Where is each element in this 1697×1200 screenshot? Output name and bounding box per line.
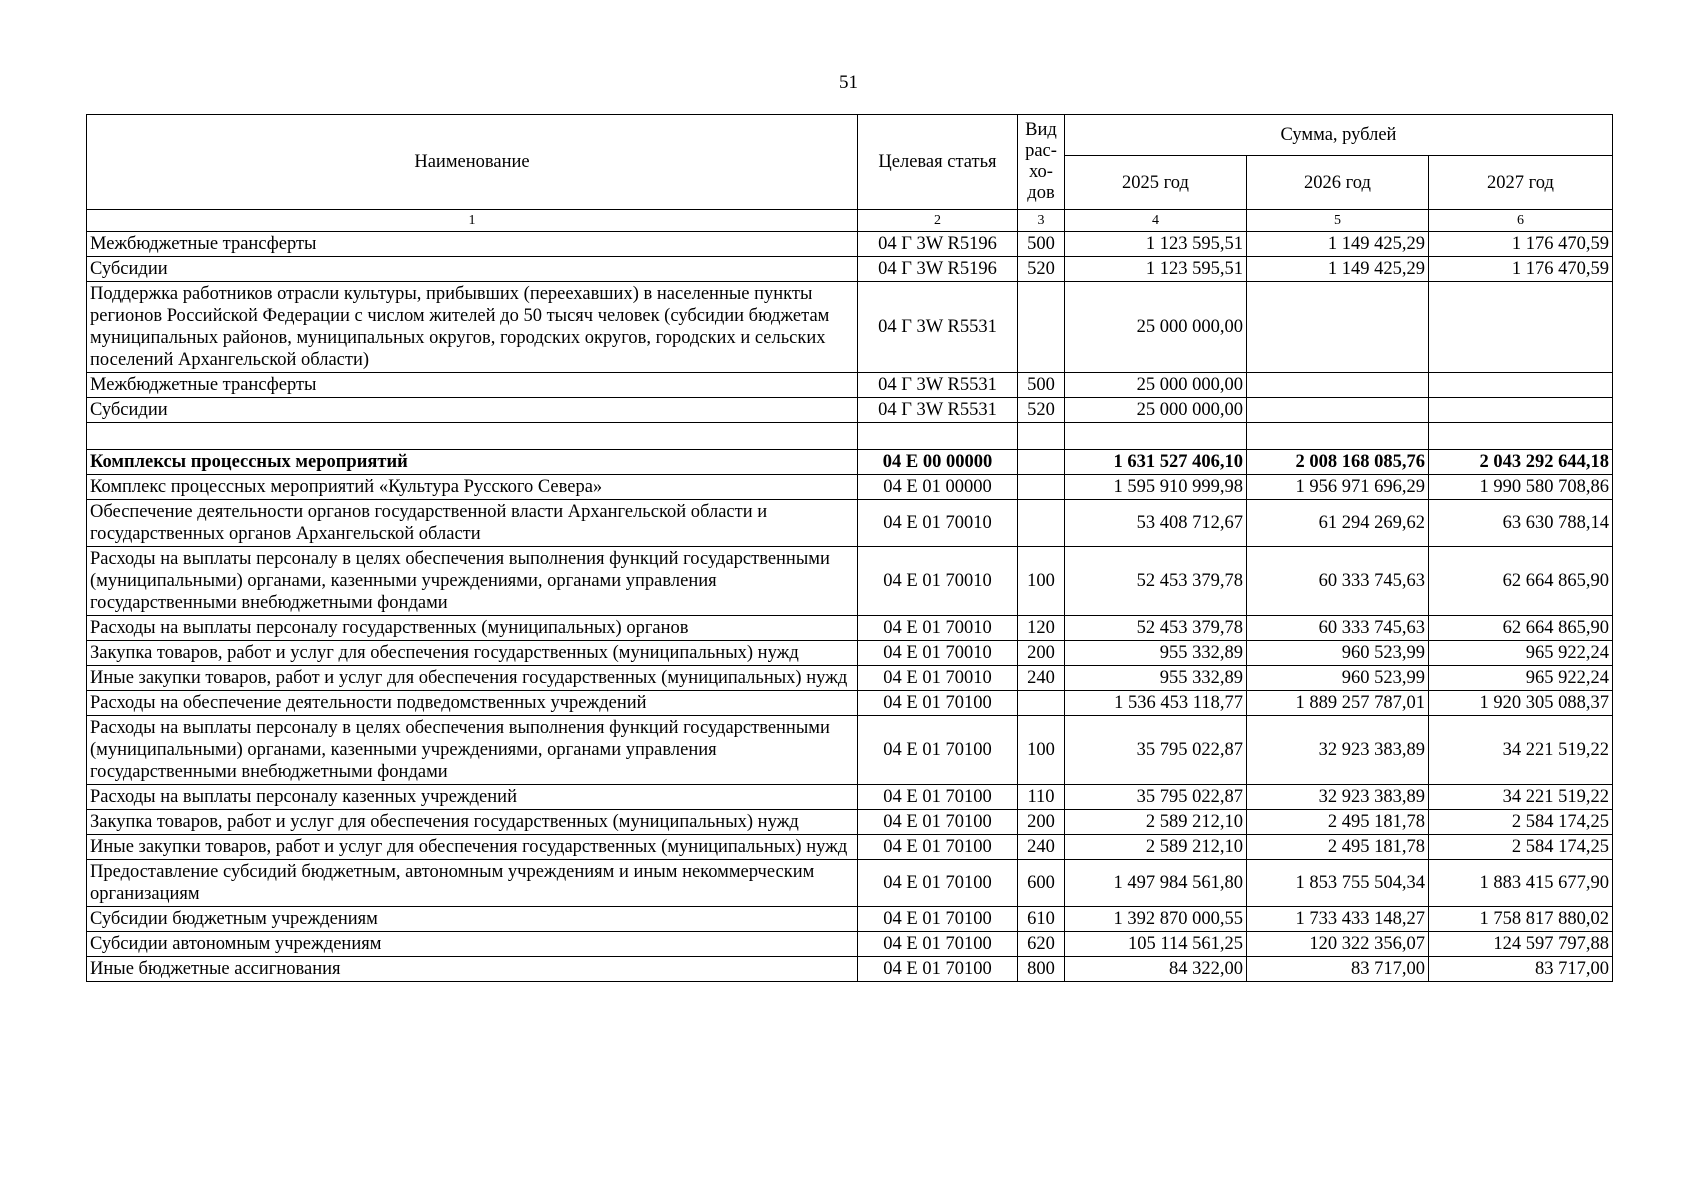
row-amount-2025: 105 114 561,25 xyxy=(1065,932,1247,957)
row-target-article: 04 Г 3W R5531 xyxy=(858,398,1018,423)
table-row xyxy=(87,641,1613,666)
row-expense-type: 620 xyxy=(1018,932,1065,957)
row-name: Иные закупки товаров, работ и услуг для обеспечения государственных (муниципальных) нужд xyxy=(87,835,858,860)
row-amount-2027: 2 043 292 644,18 xyxy=(1429,450,1613,475)
row-amount-2026: 1 149 425,29 xyxy=(1247,257,1429,282)
row-target-article: 04 Е 01 70010 xyxy=(858,547,1018,616)
table-row xyxy=(87,257,1613,282)
row-amount-2026: 1 956 971 696,29 xyxy=(1247,475,1429,500)
row-amount-2027 xyxy=(1429,373,1613,398)
table-row xyxy=(87,500,1613,547)
row-target-article: 04 Е 01 70100 xyxy=(858,957,1018,982)
row-name xyxy=(87,423,858,450)
table-row xyxy=(87,932,1613,957)
row-name: Расходы на выплаты персоналу в целях обеспечения выполнения функций государственными (муниципальными) органами, казенными учреждениями, органами управления государственными внебюджетными фондами xyxy=(87,547,858,616)
row-expense-type: 500 xyxy=(1018,373,1065,398)
table-row xyxy=(87,398,1613,423)
row-expense-type xyxy=(1018,475,1065,500)
table-row xyxy=(87,232,1613,257)
row-amount-2026: 60 333 745,63 xyxy=(1247,616,1429,641)
row-name: Иные бюджетные ассигнования xyxy=(87,957,858,982)
row-amount-2025: 52 453 379,78 xyxy=(1065,547,1247,616)
row-expense-type xyxy=(1018,423,1065,450)
row-name: Комплексы процессных мероприятий xyxy=(87,450,858,475)
row-name: Комплекс процессных мероприятий «Культура Русского Севера» xyxy=(87,475,858,500)
row-amount-2027: 965 922,24 xyxy=(1429,666,1613,691)
table-row xyxy=(87,835,1613,860)
row-amount-2027: 34 221 519,22 xyxy=(1429,785,1613,810)
row-expense-type xyxy=(1018,691,1065,716)
row-amount-2026: 2 495 181,78 xyxy=(1247,835,1429,860)
row-target-article: 04 Е 01 70100 xyxy=(858,932,1018,957)
table-row xyxy=(87,907,1613,932)
row-amount-2025: 52 453 379,78 xyxy=(1065,616,1247,641)
row-amount-2026: 960 523,99 xyxy=(1247,641,1429,666)
row-amount-2026: 960 523,99 xyxy=(1247,666,1429,691)
row-amount-2026: 32 923 383,89 xyxy=(1247,716,1429,785)
row-amount-2026: 60 333 745,63 xyxy=(1247,547,1429,616)
row-expense-type: 520 xyxy=(1018,257,1065,282)
row-amount-2025: 1 123 595,51 xyxy=(1065,257,1247,282)
row-amount-2027: 1 990 580 708,86 xyxy=(1429,475,1613,500)
table-row xyxy=(87,860,1613,907)
row-name: Субсидии бюджетным учреждениям xyxy=(87,907,858,932)
row-amount-2025 xyxy=(1065,423,1247,450)
row-amount-2025: 2 589 212,10 xyxy=(1065,835,1247,860)
row-amount-2026: 2 495 181,78 xyxy=(1247,810,1429,835)
row-name: Закупка товаров, работ и услуг для обеспечения государственных (муниципальных) нужд xyxy=(87,810,858,835)
table-row xyxy=(87,691,1613,716)
column-number: 1 xyxy=(87,210,858,232)
row-name: Межбюджетные трансферты xyxy=(87,232,858,257)
row-expense-type: 240 xyxy=(1018,835,1065,860)
header-expense-type: Вид рас-хо-дов xyxy=(1018,115,1065,210)
row-expense-type xyxy=(1018,500,1065,547)
row-expense-type: 200 xyxy=(1018,810,1065,835)
table-body xyxy=(87,232,1613,982)
row-expense-type xyxy=(1018,282,1065,373)
row-amount-2026: 1 853 755 504,34 xyxy=(1247,860,1429,907)
table-row xyxy=(87,716,1613,785)
row-target-article: 04 Е 01 70100 xyxy=(858,716,1018,785)
row-amount-2025: 25 000 000,00 xyxy=(1065,282,1247,373)
row-name: Расходы на обеспечение деятельности подведомственных учреждений xyxy=(87,691,858,716)
row-expense-type: 500 xyxy=(1018,232,1065,257)
row-expense-type: 800 xyxy=(1018,957,1065,982)
row-amount-2025: 25 000 000,00 xyxy=(1065,373,1247,398)
row-name: Предоставление субсидий бюджетным, автономным учреждениям и иным некоммерческим организациям xyxy=(87,860,858,907)
row-amount-2026: 120 322 356,07 xyxy=(1247,932,1429,957)
row-expense-type: 100 xyxy=(1018,547,1065,616)
row-amount-2027: 965 922,24 xyxy=(1429,641,1613,666)
row-amount-2027: 1 758 817 880,02 xyxy=(1429,907,1613,932)
row-target-article: 04 Г 3W R5531 xyxy=(858,373,1018,398)
row-amount-2027 xyxy=(1429,423,1613,450)
row-name: Субсидии автономным учреждениям xyxy=(87,932,858,957)
row-amount-2026: 61 294 269,62 xyxy=(1247,500,1429,547)
row-amount-2027: 62 664 865,90 xyxy=(1429,616,1613,641)
row-target-article: 04 Е 01 70100 xyxy=(858,907,1018,932)
column-number-row xyxy=(87,210,1613,232)
row-amount-2027: 1 176 470,59 xyxy=(1429,257,1613,282)
column-number: 6 xyxy=(1429,210,1613,232)
table-row xyxy=(87,373,1613,398)
budget-table xyxy=(86,114,1613,982)
row-amount-2027: 2 584 174,25 xyxy=(1429,835,1613,860)
table-row xyxy=(87,450,1613,475)
table-row xyxy=(87,282,1613,373)
row-target-article: 04 Г 3W R5196 xyxy=(858,257,1018,282)
row-amount-2025: 35 795 022,87 xyxy=(1065,716,1247,785)
row-amount-2025: 1 631 527 406,10 xyxy=(1065,450,1247,475)
row-amount-2026: 32 923 383,89 xyxy=(1247,785,1429,810)
row-target-article: 04 Г 3W R5196 xyxy=(858,232,1018,257)
row-amount-2027: 63 630 788,14 xyxy=(1429,500,1613,547)
row-amount-2026 xyxy=(1247,373,1429,398)
row-amount-2027: 1 920 305 088,37 xyxy=(1429,691,1613,716)
row-expense-type xyxy=(1018,450,1065,475)
row-amount-2027: 62 664 865,90 xyxy=(1429,547,1613,616)
row-amount-2026: 83 717,00 xyxy=(1247,957,1429,982)
table-row xyxy=(87,423,1613,450)
row-amount-2025: 955 332,89 xyxy=(1065,666,1247,691)
table-row xyxy=(87,785,1613,810)
header-sum-group: Сумма, рублей xyxy=(1065,115,1613,156)
row-amount-2027 xyxy=(1429,282,1613,373)
row-target-article: 04 Е 01 70010 xyxy=(858,616,1018,641)
column-number: 3 xyxy=(1018,210,1065,232)
table-row xyxy=(87,547,1613,616)
header-year-2025: 2025 год xyxy=(1065,156,1247,210)
row-name: Расходы на выплаты персоналу государственных (муниципальных) органов xyxy=(87,616,858,641)
row-target-article: 04 Е 01 70100 xyxy=(858,691,1018,716)
header-name: Наименование xyxy=(87,115,858,210)
row-amount-2026 xyxy=(1247,282,1429,373)
row-target-article: 04 Е 01 70100 xyxy=(858,860,1018,907)
row-name: Расходы на выплаты персоналу казенных учреждений xyxy=(87,785,858,810)
row-target-article: 04 Е 01 70100 xyxy=(858,810,1018,835)
row-amount-2027: 83 717,00 xyxy=(1429,957,1613,982)
row-target-article: 04 Е 01 70010 xyxy=(858,500,1018,547)
row-name: Расходы на выплаты персоналу в целях обеспечения выполнения функций государственными (муниципальными) органами, казенными учреждениями, органами управления государственными внебюджетными фондами xyxy=(87,716,858,785)
column-number: 4 xyxy=(1065,210,1247,232)
row-amount-2027: 2 584 174,25 xyxy=(1429,810,1613,835)
row-amount-2027 xyxy=(1429,398,1613,423)
row-target-article: 04 Е 01 70100 xyxy=(858,785,1018,810)
row-amount-2027: 124 597 797,88 xyxy=(1429,932,1613,957)
header-year-2027: 2027 год xyxy=(1429,156,1613,210)
row-name: Закупка товаров, работ и услуг для обеспечения государственных (муниципальных) нужд xyxy=(87,641,858,666)
row-amount-2025: 35 795 022,87 xyxy=(1065,785,1247,810)
row-expense-type: 100 xyxy=(1018,716,1065,785)
row-name: Обеспечение деятельности органов государственной власти Архангельской области и государственных органов Архангельской области xyxy=(87,500,858,547)
row-expense-type: 610 xyxy=(1018,907,1065,932)
row-amount-2027: 1 883 415 677,90 xyxy=(1429,860,1613,907)
row-amount-2025: 84 322,00 xyxy=(1065,957,1247,982)
row-amount-2026: 1 149 425,29 xyxy=(1247,232,1429,257)
row-expense-type: 520 xyxy=(1018,398,1065,423)
row-amount-2025: 1 392 870 000,55 xyxy=(1065,907,1247,932)
row-name: Субсидии xyxy=(87,398,858,423)
row-target-article xyxy=(858,423,1018,450)
row-amount-2025: 1 536 453 118,77 xyxy=(1065,691,1247,716)
row-amount-2025: 1 497 984 561,80 xyxy=(1065,860,1247,907)
row-amount-2025: 1 123 595,51 xyxy=(1065,232,1247,257)
row-target-article: 04 Е 00 00000 xyxy=(858,450,1018,475)
header-year-2026: 2026 год xyxy=(1247,156,1429,210)
row-expense-type: 110 xyxy=(1018,785,1065,810)
row-name: Субсидии xyxy=(87,257,858,282)
column-number: 5 xyxy=(1247,210,1429,232)
table-row xyxy=(87,957,1613,982)
row-expense-type: 240 xyxy=(1018,666,1065,691)
column-number: 2 xyxy=(858,210,1018,232)
row-amount-2025: 1 595 910 999,98 xyxy=(1065,475,1247,500)
row-expense-type: 200 xyxy=(1018,641,1065,666)
row-amount-2025: 25 000 000,00 xyxy=(1065,398,1247,423)
row-amount-2025: 955 332,89 xyxy=(1065,641,1247,666)
row-expense-type: 120 xyxy=(1018,616,1065,641)
row-target-article: 04 Е 01 70010 xyxy=(858,666,1018,691)
row-name: Межбюджетные трансферты xyxy=(87,373,858,398)
row-amount-2026: 1 889 257 787,01 xyxy=(1247,691,1429,716)
row-name: Иные закупки товаров, работ и услуг для обеспечения государственных (муниципальных) нужд xyxy=(87,666,858,691)
row-amount-2025: 2 589 212,10 xyxy=(1065,810,1247,835)
row-target-article: 04 Е 01 70100 xyxy=(858,835,1018,860)
row-target-article: 04 Е 01 70010 xyxy=(858,641,1018,666)
table-row xyxy=(87,810,1613,835)
row-amount-2025: 53 408 712,67 xyxy=(1065,500,1247,547)
row-amount-2026 xyxy=(1247,398,1429,423)
page-number: 51 xyxy=(839,72,858,93)
table-row xyxy=(87,666,1613,691)
row-amount-2026: 2 008 168 085,76 xyxy=(1247,450,1429,475)
row-target-article: 04 Е 01 00000 xyxy=(858,475,1018,500)
row-target-article: 04 Г 3W R5531 xyxy=(858,282,1018,373)
header-target-article: Целевая статья xyxy=(858,115,1018,210)
table-row xyxy=(87,475,1613,500)
row-amount-2027: 34 221 519,22 xyxy=(1429,716,1613,785)
row-amount-2026: 1 733 433 148,27 xyxy=(1247,907,1429,932)
row-amount-2027: 1 176 470,59 xyxy=(1429,232,1613,257)
row-amount-2026 xyxy=(1247,423,1429,450)
table-row xyxy=(87,616,1613,641)
row-name: Поддержка работников отрасли культуры, прибывших (переехавших) в населенные пункты регионов Российской Федерации с числом жителей до 50 тысяч человек (субсидии бюджетам муниципальных районов, муниципальных округов, городских округов, городских и сельских поселений Архангельской области) xyxy=(87,282,858,373)
row-expense-type: 600 xyxy=(1018,860,1065,907)
